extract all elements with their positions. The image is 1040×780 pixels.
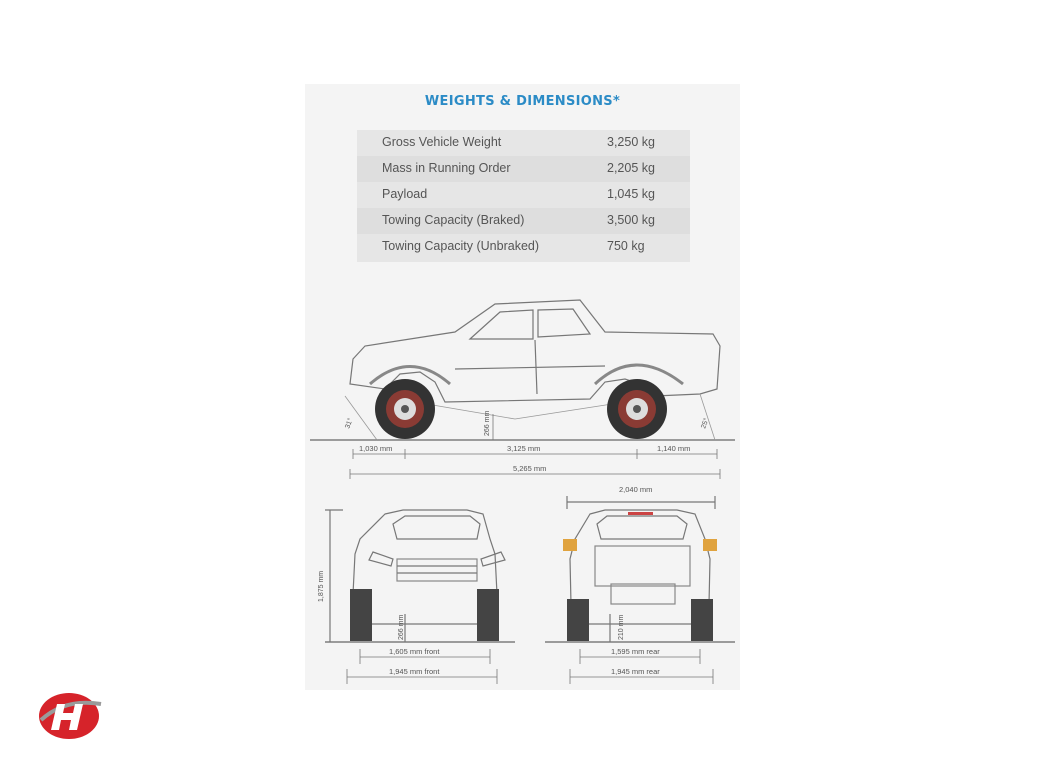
ground-clearance-label: 266 mm: [484, 410, 491, 436]
rear-width-label: 1,945 mm rear: [611, 667, 660, 676]
front-clearance-label: 266 mm: [398, 614, 405, 640]
spec-label: Towing Capacity (Braked): [382, 213, 525, 227]
spec-sheet: [305, 84, 740, 690]
spec-value: 3,250 kg: [607, 135, 655, 149]
spec-value: 2,205 kg: [607, 161, 655, 175]
spec-label: Payload: [382, 187, 428, 201]
departure-angle-label: 25°: [700, 417, 711, 430]
rear-wheel: [607, 379, 667, 439]
wheelbase-label: 3,125 mm: [507, 444, 541, 453]
approach-angle-label: 31°: [344, 417, 355, 430]
spec-label: Mass in Running Order: [382, 161, 511, 175]
rear-overhang-label: 1,140 mm: [657, 444, 691, 453]
front-width-label: 1,945 mm front: [389, 667, 440, 676]
rear-view-diagram: [545, 496, 735, 642]
rear-window: [538, 309, 590, 337]
spec-value: 1,045 kg: [607, 187, 655, 201]
front-overhang-label: 1,030 mm: [359, 444, 393, 453]
front-wheel: [375, 379, 435, 439]
side-view-diagram: [305, 84, 740, 690]
overall-length-label: 5,265 mm: [513, 464, 547, 473]
height-label: 1,875 mm: [318, 570, 325, 602]
spec-value: 3,500 kg: [607, 213, 655, 227]
overall-width-label: 2,040 mm: [619, 485, 653, 494]
sheet-title: WEIGHTS & DIMENSIONS*: [424, 94, 621, 109]
spec-value: 750 kg: [607, 239, 645, 253]
spec-label: Gross Vehicle Weight: [382, 135, 502, 149]
spec-label: Towing Capacity (Unbraked): [382, 239, 540, 253]
h-brand-logo-icon: [35, 690, 103, 742]
front-view-diagram: [325, 510, 515, 642]
front-track-label: 1,605 mm front: [389, 647, 440, 656]
rear-track-label: 1,595 mm rear: [611, 647, 660, 656]
rear-clearance-label: 210 mm: [618, 614, 625, 640]
